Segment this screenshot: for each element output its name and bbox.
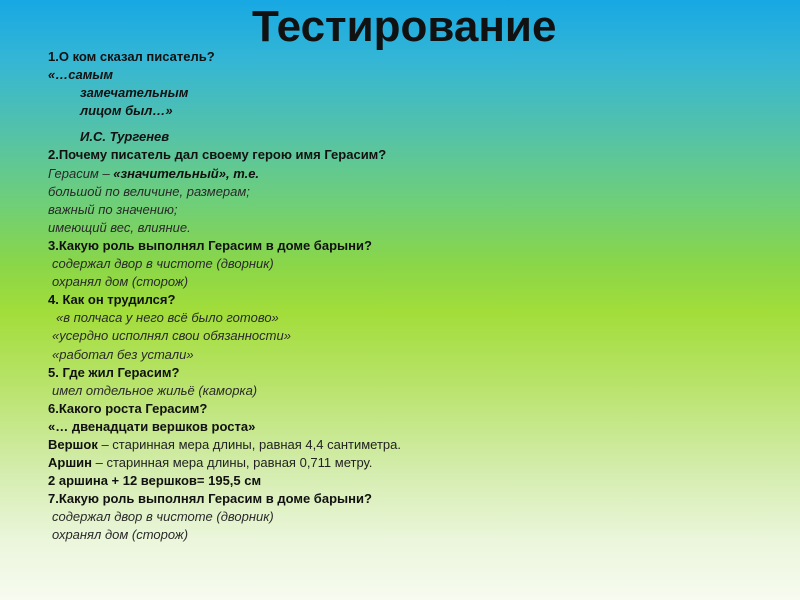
definition-vershok (48, 436, 768, 454)
question-3-answer-line: содержал двор в чистоте (дворник) (52, 256, 274, 272)
question-7: 7.Какую роль выполнял Герасим в доме барыни? (48, 491, 372, 507)
question-7-answer-line: охранял дом (сторож) (52, 527, 189, 543)
definition-term: Вершок (48, 436, 98, 452)
height-calculation: 2 аршина + 12 вершков= 195,5 см (48, 473, 262, 489)
spacer (48, 120, 768, 128)
question-6: 6.Какого роста Герасим? (48, 400, 208, 416)
question-1: 1.О ком сказал писатель? (48, 49, 215, 64)
question-4-answer-line: «усердно исполнял свои обязанности» (52, 328, 291, 344)
question-4-answer-line: «в полчаса у него всё было готово» (56, 310, 279, 326)
question-4: 4. Как он трудился? (48, 292, 176, 308)
question-1-answer: И.С. Тургенев (80, 129, 170, 145)
question-1-quote-line: «…самым (48, 67, 114, 83)
question-1-quote-line: лицом был…» (80, 103, 173, 119)
answer-text: Герасим – (48, 165, 114, 181)
definition-term: Аршин (48, 455, 93, 471)
question-2-answer-line (48, 165, 768, 183)
definition-arshin (48, 454, 768, 472)
question-7-answer-line: содержал двор в чистоте (дворник) (52, 509, 274, 525)
question-2-answer-line: имеющий вес, влияние. (48, 219, 191, 235)
question-2-answer-line: важный по значению; (48, 201, 178, 217)
answer-emphasis: «значительный», т.е. (113, 165, 260, 181)
question-2-answer-line: большой по величине, размерам; (48, 183, 250, 199)
slide-content (48, 48, 768, 545)
slide-title: Тестирование (252, 2, 557, 51)
question-5: 5. Где жил Герасим? (48, 364, 180, 380)
definition-text: – старинная мера длины, равная 4,4 сантиметра. (97, 436, 401, 452)
question-1-quote-line: замечательным (80, 85, 189, 101)
question-2: 2.Почему писатель дал своему герою имя Герасим? (48, 147, 387, 163)
question-4-answer-line: «работал без устали» (52, 346, 194, 362)
question-5-answer-line: имел отдельное жильё (каморка) (52, 382, 258, 398)
question-3-answer-line: охранял дом (сторож) (52, 274, 189, 290)
question-6-answer-line: «… двенадцати вершков роста» (48, 418, 256, 434)
definition-text: – старинная мера длины, равная 0,711 метру. (92, 455, 373, 471)
question-3: 3.Какую роль выполнял Герасим в доме барыни? (48, 237, 372, 253)
